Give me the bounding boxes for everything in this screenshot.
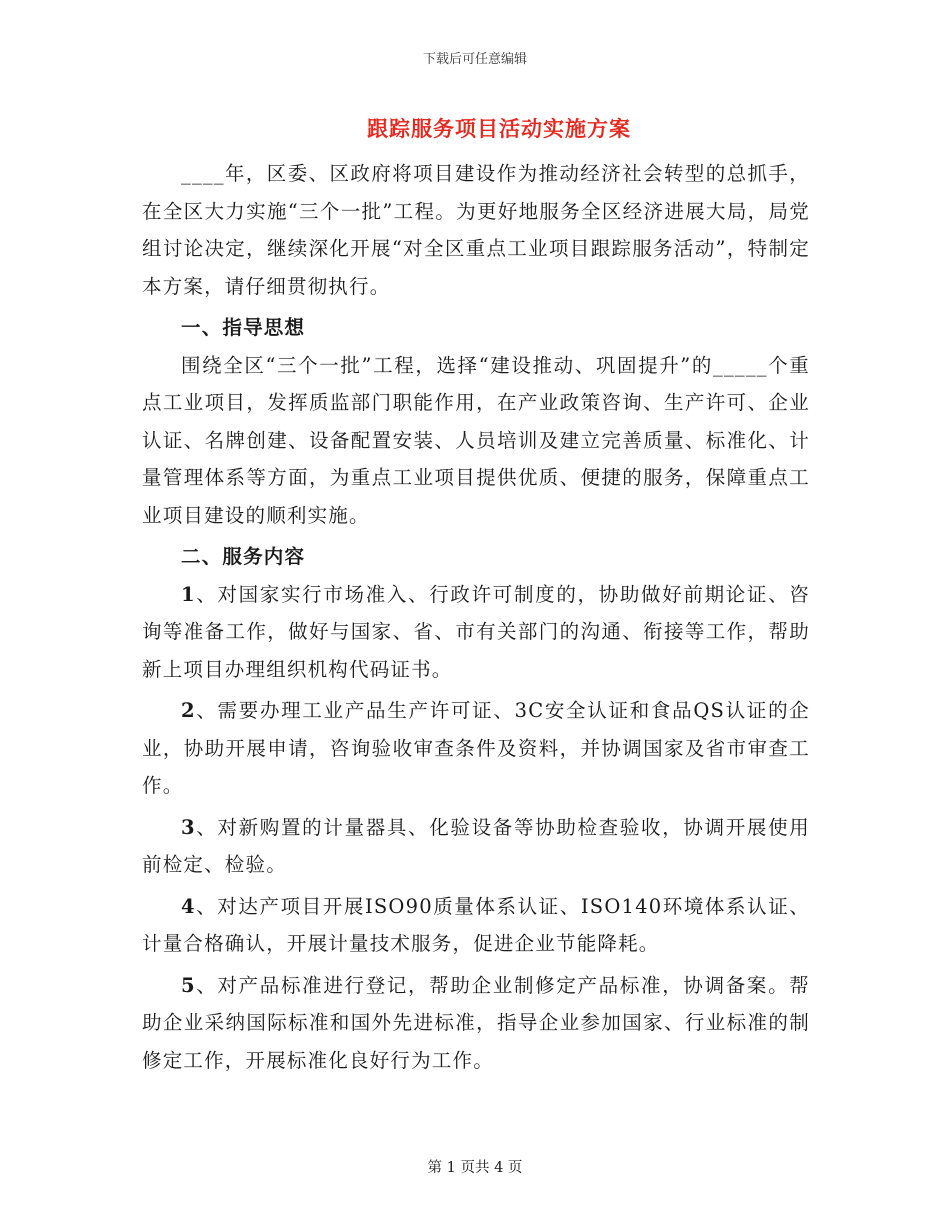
document-title: 跟踪服务项目活动实施方案	[367, 116, 631, 141]
service-item-2	[142, 692, 810, 805]
service-item-text: 、对国家实行市场准入、行政许可制度的，协助做好前期论证、咨询等准备工作，做好与国家、省、市有关部门的沟通、衔接等工作，帮助新上项目办理组织机构代码证书。	[142, 582, 810, 681]
service-item-3	[142, 809, 810, 884]
service-item-4	[142, 888, 810, 963]
intro-paragraph: ____年，区委、区政府将项目建设作为推动经济社会转型的总抓手，在全区大力实施“三个一批”工程。为更好地服务全区经济进展大局，局党组讨论决定，继续深化开展“对全区重点工业项目跟踪服务活动”，特制定本方案，请仔细贯彻执行。	[142, 162, 810, 298]
page-footer-number: 第 1 页共 4 页	[427, 1160, 523, 1176]
section-heading-guiding-ideology: 一、指导思想	[181, 316, 306, 339]
document-body	[142, 155, 810, 1079]
section-heading-service-content: 二、服务内容	[181, 545, 306, 568]
service-item-number: 3	[181, 815, 196, 839]
service-item-text: 、对产品标准进行登记，帮助企业制修定产品标准，协调备案。帮助企业采纳国际标准和国外先进标准，指导企业参加国家、行业标准的制修定工作，开展标准化良好行为工作。	[142, 973, 810, 1072]
service-item-number: 1	[181, 582, 196, 606]
service-item-text: 、需要办理工业产品生产许可证、3C安全认证和食品QS认证的企业，协助开展申请，咨询验收审查条件及资料，并协调国家及省市审查工作。	[142, 699, 810, 797]
service-item-number: 5	[181, 973, 196, 997]
page-header-note: 下载后可任意编辑	[422, 52, 527, 67]
service-item-number: 4	[181, 894, 196, 918]
service-item-text: 、对新购置的计量器具、化验设备等协助检查验收，协调开展使用前检定、检验。	[142, 815, 810, 876]
service-item-text: 、对达产项目开展ISO90质量体系认证、ISO140环境体系认证、计量合格确认，开展计量技术服务，促进企业节能降耗。	[142, 894, 810, 955]
guiding-ideology-paragraph: 围绕全区“三个一批”工程，选择“建设推动、巩固提升”的_____个重点工业项目，发挥质监部门职能作用，在产业政策咨询、生产许可、企业认证、名牌创建、设备配置安装、人员培训及建立完善质量、标准化、计量管理体系等方面，为重点工业项目提供优质、便捷的服务，保障重点工业项目建设的顺利实施。	[142, 353, 810, 527]
service-item-number: 2	[181, 699, 196, 722]
service-item-5	[142, 967, 810, 1080]
service-item-1	[142, 576, 810, 689]
